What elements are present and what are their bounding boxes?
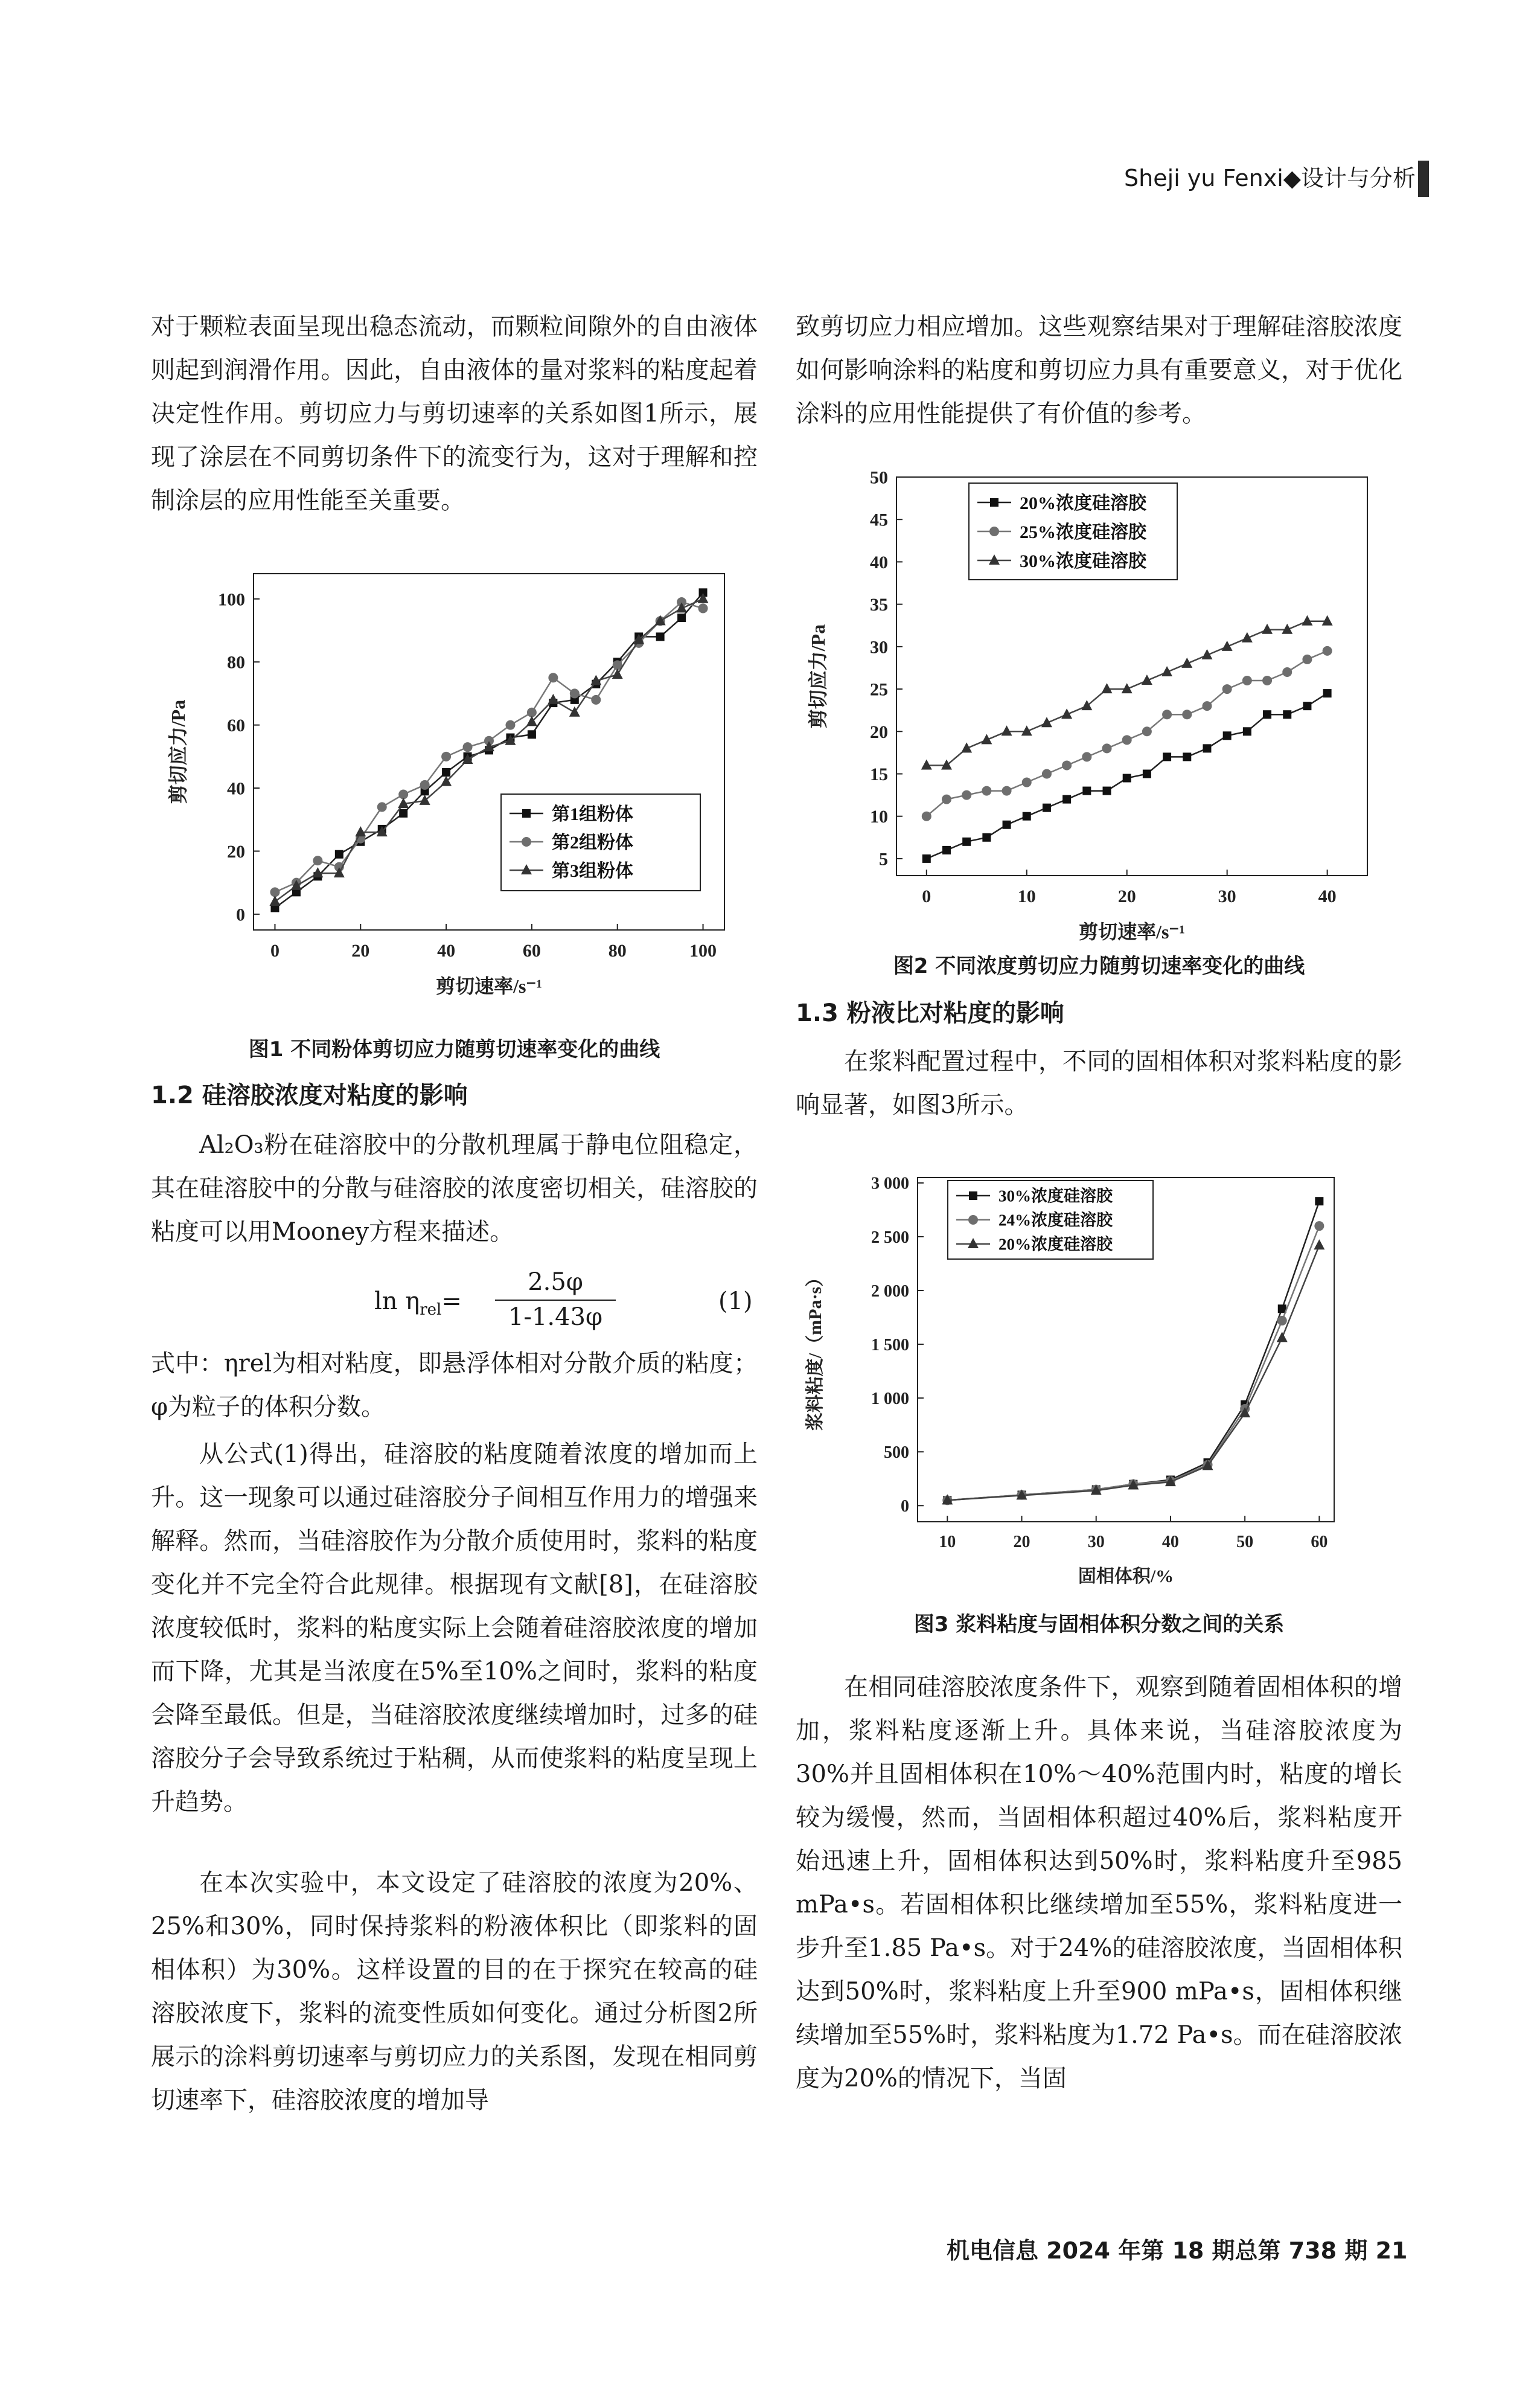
left-para-3: 式中：ηrel为相对粘度，即悬浮体相对分散介质的粘度；φ为粒子的体积分数。 [151,1350,758,1421]
fig2-data-point [1102,743,1112,753]
fig2-data-point [962,790,971,800]
fig2-data-point [942,846,951,854]
fig1-legend-label: 第3组粉体 [552,861,633,881]
fig2-data-point [1042,769,1052,778]
fig3-ytick-label: 3 000 [871,1174,909,1193]
fig3-ytick-label: 0 [901,1497,909,1516]
fig2-data-point [1222,684,1232,694]
right-para-2: 在浆料配置过程中，不同的固相体积对浆料粘度的影响显著，如图3所示。 [796,1048,1402,1119]
fig2-data-point [1302,655,1312,664]
fig2-data-point [1263,710,1271,719]
fig1-data-point [270,887,280,897]
fig1-ytick-label: 40 [227,778,245,799]
fig1-data-point [398,789,408,799]
fig2-data-point [922,854,931,863]
fraction-bar [495,1300,616,1301]
fig2-data-point [1002,786,1012,796]
fig3-legend-label: 24%浓度硅溶胶 [998,1211,1113,1229]
fig3-ytick-label: 1 000 [871,1389,909,1408]
fig2-data-point [1302,615,1312,626]
fig2-data-point [982,786,991,796]
equation-1 [374,1268,761,1335]
fig2-data-point [1043,804,1051,812]
fig2-xtick-label: 40 [1318,886,1337,906]
fig1-data-point [377,802,387,812]
fig2-data-point [941,759,952,769]
fig2-ytick-label: 45 [870,510,888,530]
fig1-data-point [355,826,366,836]
fig3-data-point [1277,1316,1287,1326]
fig2-legend-label: 20%浓度硅溶胶 [1020,493,1146,513]
fig2-xtick-label: 10 [1017,886,1036,906]
left-para-2: Al₂O₃粉在硅溶胶中的分散机理属于静电位阻稳定，其在硅溶胶中的分散与硅溶胶的浓度密切相关，硅溶胶的粘度可以用Mooney方程来描述。 [151,1131,758,1246]
fig2-data-point [922,812,931,821]
fig1-y-axis-label: 剪切应力/Pa [167,699,189,804]
fig2-data-point [1062,795,1071,804]
fig3-legend-label: 30%浓度硅溶胶 [998,1187,1113,1205]
fig1-ytick-label: 80 [227,652,245,673]
figure-3-caption: 图3 浆料粘度与固相体积分数之间的关系 [913,1612,1285,1636]
fig2-data-point [1002,725,1012,736]
fig2-legend-swatch-marker [990,498,998,507]
fig1-data-point [698,603,708,613]
figure-1-chart [163,556,755,1027]
fig3-xtick-label: 10 [939,1533,956,1551]
figure-3-chart [803,1162,1401,1603]
figure-2-chart [803,465,1407,942]
fig2-data-point [1162,710,1172,719]
fig2-legend-label: 25%浓度硅溶胶 [1020,522,1146,542]
fig2-data-point [1082,752,1091,761]
page-footer: 机电信息 2024 年第 18 期总第 738 期 21 [947,2237,1408,2264]
fig3-legend-label: 20%浓度硅溶胶 [998,1235,1113,1254]
fig1-data-point [335,850,343,859]
fig1-data-point [441,752,451,761]
running-header [1047,158,1416,198]
section-1-3-title: 1.3 粉液比对粘度的影响 [796,999,1064,1027]
fig2-data-point [1163,752,1171,761]
fig1-xtick-label: 40 [437,941,456,961]
fig1-xtick-label: 60 [522,941,541,961]
fig3-y-axis-label: 浆料粘度/（mPa·s） [805,1268,825,1431]
fig2-data-point [962,838,971,846]
fig3-xtick-label: 40 [1161,1533,1179,1551]
fig1-x-axis-label: 剪切速率/s⁻¹ [436,975,542,997]
fig3-ytick-label: 500 [884,1443,909,1463]
fig1-data-point [442,768,450,777]
fig1-data-point [656,632,665,641]
fig2-legend-label: 30%浓度硅溶胶 [1020,551,1146,571]
fig1-legend-label: 第2组粉体 [552,832,633,853]
fig2-y-axis-label: 剪切应力/Pa [807,624,829,729]
fig2-legend-swatch-marker [989,527,999,536]
fig1-legend-swatch-marker [522,809,531,818]
fig2-data-point [1223,731,1232,740]
fig1-data-point [313,856,322,865]
fig2-x-axis-label: 剪切速率/s⁻¹ [1079,921,1185,942]
fig1-xtick-label: 20 [351,941,370,961]
fig1-data-point [591,695,601,705]
fig2-ytick-label: 50 [870,467,888,488]
fig2-xtick-label: 30 [1218,886,1236,906]
fig2-ytick-label: 25 [870,679,888,700]
fig2-data-point [1242,676,1252,685]
fig1-data-point [528,730,536,739]
fig1-data-point [527,708,537,717]
fig2-data-point [1262,676,1272,685]
fig2-xtick-label: 0 [922,886,931,906]
fig1-ytick-label: 60 [227,716,245,736]
fig2-data-point [942,795,951,804]
header-bar [1418,161,1429,197]
fig3-series-line [947,1245,1319,1500]
fig2-data-point [1062,760,1072,770]
fig2-data-point [1323,646,1332,656]
fig3-ytick-label: 1 500 [871,1335,909,1354]
right-para-3: 在相同硅溶胶浓度条件下，观察到随着固相体积的增加，浆料粘度逐渐上升。具体来说，当硅溶胶浓度为30%并且固相体积在10%～40%范围内时，粘度的增长较为缓慢，然而，当固相体积超过40%后，浆料粘度开始迅速上升，固相体积达到50%时，浆料粘度升至985 mPa•s。若固相体积比继续增加至55%，浆料粘度进一步升至1.85 Pa•s。对于24%的硅溶胶浓度，当固相体积达到50%时，浆料粘度上升至900 mPa•s，固相体积继续增加至55%时，浆料粘度为1.72 Pa•s。而在硅溶胶浓度为20%的情况下，当固 [796,1673,1402,2092]
fig2-data-point [1123,774,1131,783]
equation-subscript: rel [420,1301,442,1319]
fig2-data-point [1283,710,1291,719]
fig2-data-point [1022,778,1032,787]
fig2-data-point [1102,683,1113,693]
fig2-data-point [1103,787,1111,795]
figure-3 [803,1162,1401,1606]
fig2-data-point [1142,726,1152,736]
equation-denominator: 1-1.43φ [508,1303,603,1331]
fig2-data-point [982,833,991,842]
figure-2-caption: 图2 不同浓度剪切应力随剪切速率变化的曲线 [893,954,1305,978]
fig3-legend-swatch-marker [968,1215,978,1225]
fig1-legend-label: 第1组粉体 [552,804,633,824]
fig2-ytick-label: 15 [870,764,888,784]
equation-lhs: ln η [374,1287,420,1315]
fig2-ytick-label: 10 [870,807,888,827]
fig2-data-point [1303,702,1311,710]
fig1-legend-swatch-marker [522,837,531,847]
fig1-data-point [463,742,473,752]
fig2-ytick-label: 40 [870,552,888,572]
fig3-xtick-label: 20 [1013,1533,1030,1551]
fig2-data-point [1203,744,1211,752]
fig2-data-point [1143,769,1151,778]
fig3-xtick-label: 50 [1236,1533,1254,1551]
fig2-data-point [1322,615,1333,626]
fig1-data-point [399,809,407,818]
right-para-1: 致剪切应力相应增加。这些观察结果对于理解硅溶胶浓度如何影响涂料的粘度和剪切应力具有重要意义，对于优化涂料的应用性能提供了有价值的参考。 [796,313,1402,428]
left-para-4: 从公式(1)得出，硅溶胶的粘度随着浓度的增加而上升。这一现象可以通过硅溶胶分子间相互作用力的增强来解释。然而，当硅溶胶作为分散介质使用时，浆料的粘度变化并不完全符合此规律。根据现有文献[8]，在硅溶胶浓度较低时，浆料的粘度实际上会随着硅溶胶浓度的增加而下降，尤其是当浓度在5%至10%之间时，浆料的粘度会降至最低。但是，当硅溶胶浓度继续增加时，过多的硅溶胶分子会导致系统过于粘稠，从而使浆料的粘度呈现上升趋势。 [151,1440,758,1816]
section-1-2-title: 1.2 硅溶胶浓度对粘度的影响 [151,1082,468,1109]
fig3-data-point [1314,1239,1324,1249]
fig2-data-point [1182,710,1192,719]
fig1-xtick-label: 100 [689,941,717,961]
figure-1-caption: 图1 不同粉体剪切应力随剪切速率变化的曲线 [248,1037,660,1062]
equation-equals: = [441,1287,462,1315]
fig2-data-point [1082,787,1091,795]
fig3-series-line [947,1226,1319,1500]
fig3-data-point [1315,1197,1323,1205]
fig2-xtick-label: 20 [1117,886,1136,906]
fig2-data-point [1202,701,1212,711]
fig1-data-point [548,673,558,682]
fig3-x-axis-label: 固相体积/% [1078,1566,1174,1586]
left-para-5: 在本次实验中，本文设定了硅溶胶的浓度为20%、25%和30%，同时保持浆料的粉液体积比（即浆料的固相体积）为30%。这样设置的目的在于探究在较高的硅溶胶浓度下，浆料的流变性质如何变化。通过分析图2所展示的涂料剪切速率与剪切应力的关系图，发现在相同剪切速率下，硅溶胶浓度的增加导 [151,1869,758,2114]
fig2-data-point [921,759,932,769]
figure-1 [163,556,755,1029]
fig1-ytick-label: 100 [218,589,245,610]
fig2-ytick-label: 20 [870,722,888,742]
fig1-data-point [420,780,430,790]
fig2-data-point [1262,624,1273,634]
fig2-data-point [1003,821,1011,829]
fig2-data-point [1122,735,1132,745]
fig1-xtick-label: 80 [608,941,627,961]
fig1-data-point [269,896,280,906]
header-text: Sheji yu Fenxi◆设计与分析 [1124,165,1416,191]
fig1-ytick-label: 20 [227,841,245,862]
fig3-ytick-label: 2 000 [871,1281,909,1301]
figure-2 [803,465,1407,944]
fig2-data-point [1081,700,1092,710]
fig2-ytick-label: 35 [870,595,888,615]
fig1-data-point [570,688,580,698]
fig1-ytick-label: 0 [236,905,245,925]
fig3-ytick-label: 2 500 [871,1228,909,1247]
equation-number: (1) [718,1287,753,1315]
fig3-data-point [1277,1332,1288,1342]
left-para-1: 对于颗粒表面呈现出稳态流动，而颗粒间隙外的自由液体则起到润滑作用。因此，自由液体的量对浆料的粘度起着决定性作用。剪切应力与剪切速率的关系如图1所示，展现了涂层在不同剪切条件下的流变行为，这对于理解和控制涂层的应用性能至关重要。 [151,313,758,514]
fig2-ytick-label: 5 [879,849,888,870]
fig1-xtick-label: 0 [270,941,280,961]
fig1-data-point [505,720,515,730]
fig2-ytick-label: 30 [870,637,888,658]
fig2-data-point [1323,689,1332,697]
fig2-data-point [1023,812,1031,821]
fig3-legend-swatch-marker [969,1191,977,1200]
fig3-data-point [1314,1221,1324,1231]
equation-numerator: 2.5φ [528,1268,583,1296]
fig2-data-point [1183,752,1191,761]
fig3-xtick-label: 30 [1087,1533,1105,1551]
fig2-data-point [1282,667,1292,677]
fig3-xtick-label: 60 [1311,1533,1328,1551]
fig1-data-point [677,614,686,622]
fig2-data-point [1243,727,1251,736]
